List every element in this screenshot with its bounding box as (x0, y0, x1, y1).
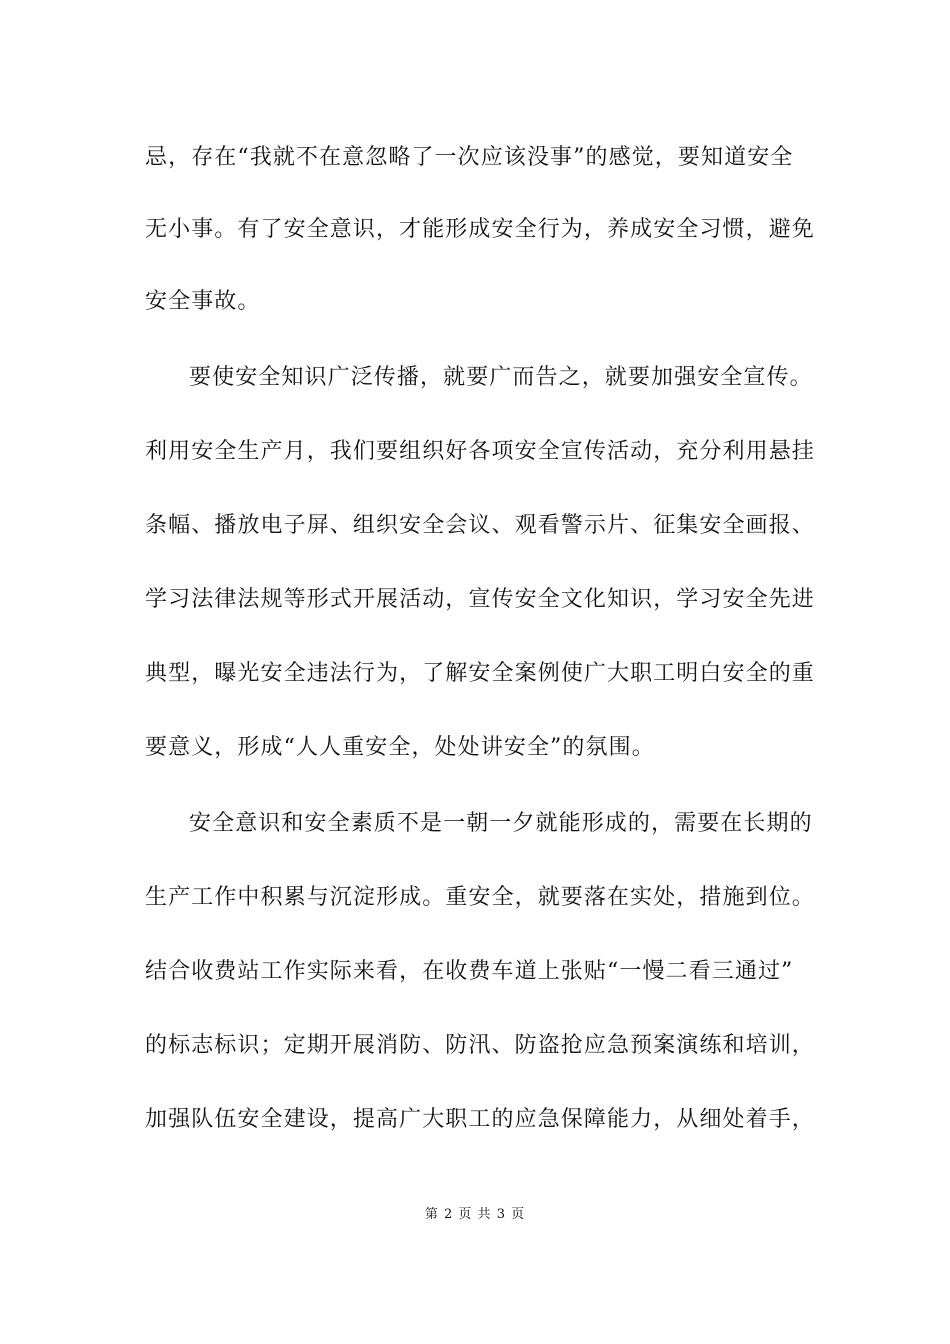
body-text-line: 加强队伍安全建设，提高广大职工的应急保障能力，从细处着手， (145, 1107, 815, 1132)
body-text-line: 要意义，形成“人人重安全，处处讲安全”的氛围。 (145, 735, 655, 760)
body-text-line: 条幅、播放电子屏、组织安全会议、观看警示片、征集安全画报、 (145, 513, 815, 538)
body-text-line: 结合收费站工作实际来看，在收费车道上张贴“一慢二看三通过” (145, 959, 794, 984)
page-number-footer: 第 2 页 共 3 页 (424, 1207, 526, 1222)
body-text-line: 忌，存在“我就不在意忽略了一次应该没事”的感觉，要知道安全 (145, 145, 794, 170)
paragraph-first-line: 安全意识和安全素质不是一朝一夕就能形成的，需要在长期的 (189, 811, 813, 836)
body-text-line: 的标志标识；定期开展消防、防汛、防盗抢应急预案演练和培训， (145, 1033, 815, 1058)
body-text-line: 学习法律法规等形式开展活动，宣传安全文化知识，学习安全先进 (145, 587, 815, 612)
body-text-line: 安全事故。 (145, 289, 261, 314)
body-text-line: 生产工作中积累与沉淀形成。重安全，就要落在实处，措施到位。 (145, 885, 815, 910)
paragraph-first-line: 要使安全知识广泛传播，就要广而告之，就要加强安全宣传。 (189, 365, 813, 390)
body-text-line: 利用安全生产月，我们要组织好各项安全宣传活动，充分利用悬挂 (145, 439, 815, 464)
body-text-line: 典型，曝光安全违法行为，了解安全案例使广大职工明白安全的重 (145, 661, 815, 686)
body-text-line: 无小事。有了安全意识，才能形成安全行为，养成安全习惯，避免 (145, 217, 815, 242)
